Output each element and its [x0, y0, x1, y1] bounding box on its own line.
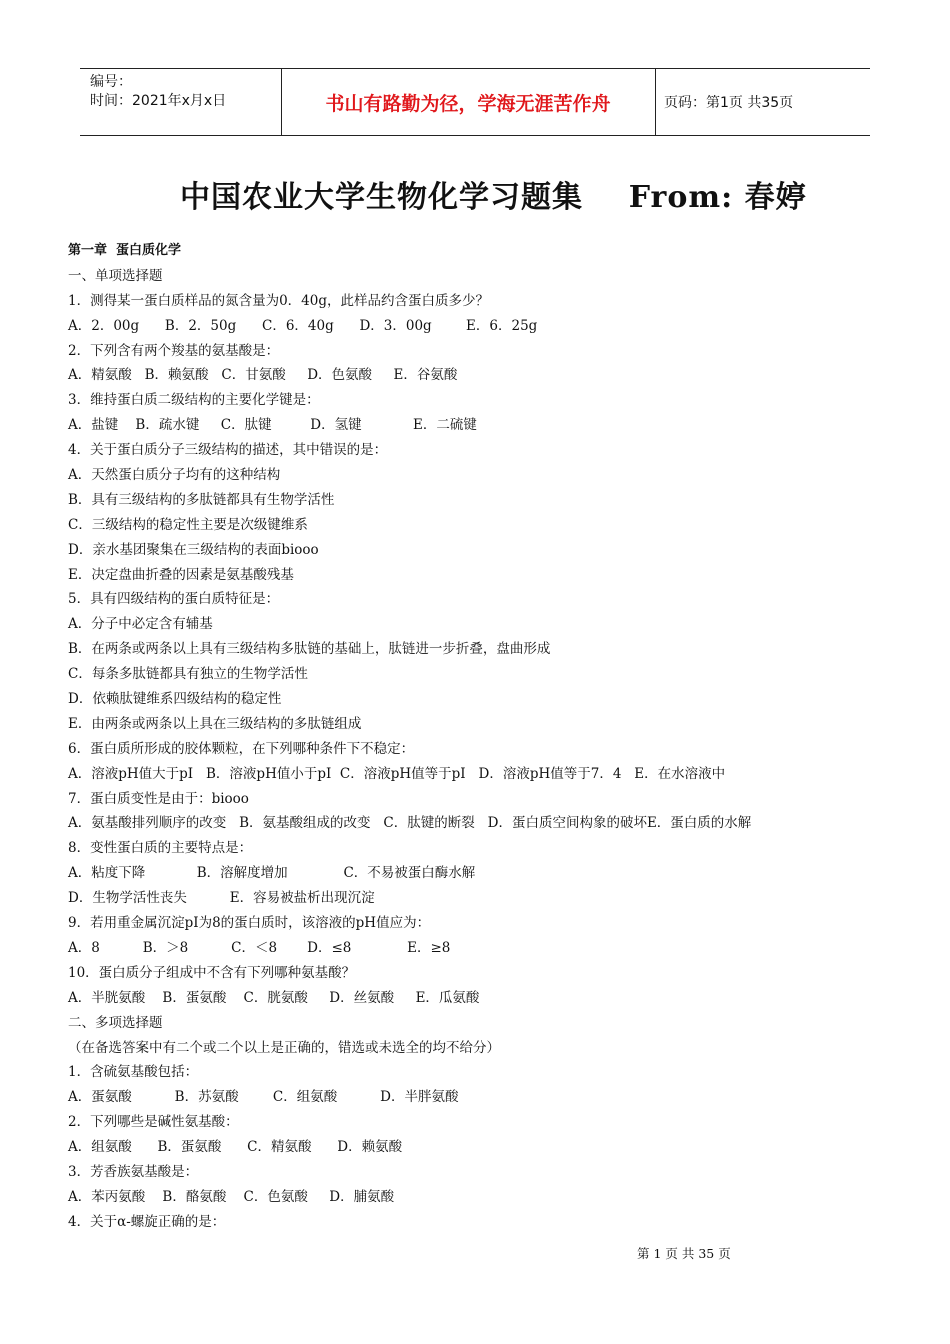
text-line: 3．芳香族氨基酸是： [68, 1163, 199, 1180]
motto: 书山有路勤为径，学海无涯苦作舟 [325, 92, 611, 115]
time-label: 时间：2021年x月x日 [90, 93, 227, 109]
text-line: 1．测得某一蛋白质样品的氮含量为0．40g，此样品约含蛋白质多少？ [68, 292, 489, 309]
text-line: 2．下列哪些是碱性氨基酸： [68, 1114, 239, 1131]
page-info: 页码：第1页 共35页 [664, 95, 794, 111]
text-line: A．蛋氨酸 B．苏氨酸 C．组氨酸 D．半胖氨酸 [68, 1089, 459, 1106]
text-line: A．溶液pH值大于pI B．溶液pH值小于pI C．溶液pH值等于pI D．溶液pH值等于7．4 E．在水溶液中 [68, 765, 726, 782]
text-line: E．决定盘曲折叠的因素是氨基酸残基 [68, 566, 294, 583]
text-line: D．亲水基团聚集在三级结构的表面biooo [68, 541, 319, 558]
text-line: D．生物学活性丧失 E．容易被盐析出现沉淀 [68, 890, 375, 907]
document-body [68, 239, 828, 1235]
text-line: 4．关于α-螺旋正确的是： [68, 1213, 226, 1230]
text-line: 2．下列含有两个羧基的氨基酸是： [68, 342, 280, 359]
number-label: 编号： [90, 74, 132, 90]
document-title: 中国农业大学生物化学习题集 From: 春婷 [180, 180, 807, 215]
text-line: 3．维持蛋白质二级结构的主要化学键是： [68, 392, 320, 409]
text-line: A．分子中必定含有辅基 [68, 616, 213, 633]
text-line: A．2．00g B．2．50g C．6．40g D．3．00g E．6．25g [68, 317, 538, 334]
text-line: C．每条多肽链都具有独立的生物学活性 [68, 666, 308, 683]
text-line: 6．蛋白质所形成的胶体颗粒，在下列哪种条件下不稳定： [68, 740, 415, 757]
text-line: A．氨基酸排列顺序的改变 B．氨基酸组成的改变 C．肽键的断裂 D．蛋白质空间构象的破坏E．蛋白质的水解 [68, 815, 752, 832]
text-line: 5．具有四级结构的蛋白质特征是： [68, 591, 280, 608]
text-line: A．半胱氨酸 B．蛋氨酸 C．胱氨酸 D．丝氨酸 E．瓜氨酸 [68, 989, 480, 1006]
text-line: 9．若用重金属沉淀pI为8的蛋白质时，该溶液的pH值应为： [68, 915, 431, 932]
text-line: 10．蛋白质分子组成中不含有下列哪种氨基酸？ [68, 964, 356, 981]
text-line: B．在两条或两条以上具有三级结构多肽链的基础上，肽链进一步折叠，盘曲形成 [68, 641, 551, 658]
text-line: 4．关于蛋白质分子三级结构的描述，其中错误的是： [68, 442, 388, 459]
text-line: D．依赖肽键维系四级结构的稳定性 [68, 691, 282, 708]
text-line: A．8 B．＞8 C．＜8 D．≤8 E．≥8 [68, 939, 451, 956]
page-header [80, 68, 870, 136]
text-line: 一、单项选择题 [68, 267, 163, 284]
text-line: C．三级结构的稳定性主要是次级键维系 [68, 516, 308, 533]
text-line: A．粘度下降 B．溶解度增加 C．不易被蛋白酶水解 [68, 865, 476, 882]
text-line: 1．含硫氨基酸包括： [68, 1064, 199, 1081]
header-meta [90, 73, 226, 111]
chapter-heading: 第一章 蛋白质化学 [68, 243, 182, 258]
text-line: B．具有三级结构的多肽链都具有生物学活性 [68, 491, 335, 508]
text-line: 7．蛋白质变性是由于：biooo [68, 790, 249, 807]
text-line: E．由两条或两条以上具在三级结构的多肽链组成 [68, 715, 362, 732]
text-line: A．精氨酸 B．赖氨酸 C．甘氨酸 D．色氨酸 E．谷氨酸 [68, 367, 458, 384]
text-line: 二、多项选择题 [68, 1014, 163, 1031]
text-line: A．盐键 B．疏水键 C．肽键 D．氢键 E．二硫键 [68, 417, 477, 434]
header-divider [655, 69, 656, 135]
text-line: A．天然蛋白质分子均有的这种结构 [68, 467, 281, 484]
text-line: A．组氨酸 B．蛋氨酸 C．精氨酸 D．赖氨酸 [68, 1139, 403, 1156]
text-line: 8．变性蛋白质的主要特点是： [68, 840, 253, 857]
page-footer: 第 1 页 共 35 页 [637, 1246, 731, 1261]
text-line: A．苯丙氨酸 B．酪氨酸 C．色氨酸 D．脯氨酸 [68, 1188, 395, 1205]
text-line: （在备选答案中有二个或二个以上是正确的，错选或未选全的均不给分） [68, 1039, 500, 1056]
